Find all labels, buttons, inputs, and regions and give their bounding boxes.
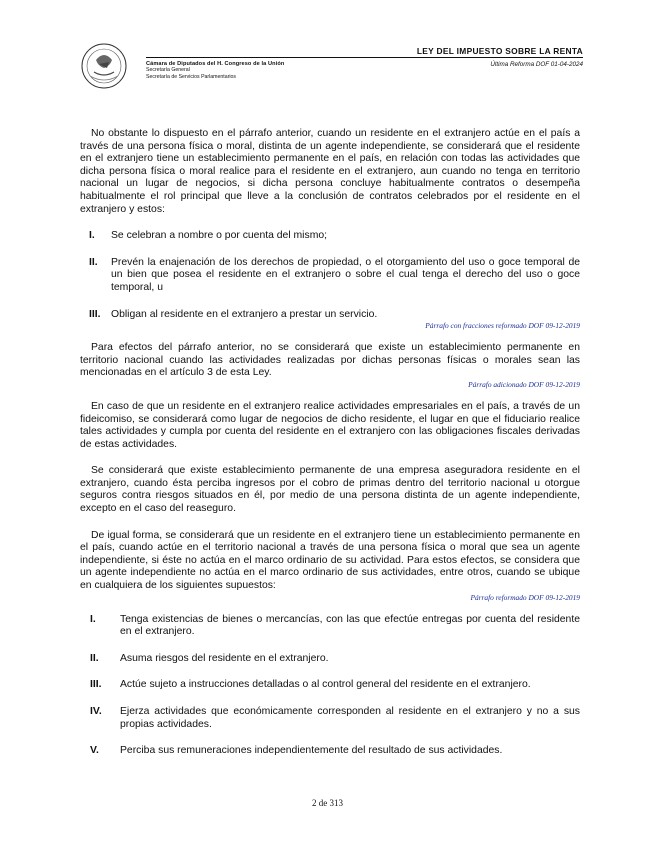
paragraph: En caso de que un residente en el extranjero realice actividades empresariales en el país, a través de un fideicomiso, se considerará como lugar de negocios de dicho residente, el lugar en que el fiduciario realice tales actividades y cumpla por cuenta del residente en el extranjero con las obligaciones fiscales derivadas de estas actividades. [80, 400, 580, 450]
list-text: Perciba sus remuneraciones independientemente del resultado de sus actividades. [120, 745, 503, 757]
paragraph: Se considerará que existe establecimiento permanente de una empresa aseguradora residente en el extranjero, cuando ésta perciba ingresos por el cobro de primas dentro del territorio nacional u otorgue seguros contra riesgos situados en él, por medio de una persona distinta de un agente independiente, excepto en el caso del reaseguro. [80, 465, 580, 515]
list-text: Asuma riesgos del residente en el extranjero. [120, 652, 329, 664]
list-item [80, 257, 580, 295]
institution-block [146, 61, 284, 81]
reform-note: Párrafo adicionado DOF 09-12-2019 [468, 379, 580, 389]
list-number: I. [89, 230, 95, 242]
list-item [80, 745, 580, 758]
chamber-name: Cámara de Diputados del H. Congreso de la Unión [146, 61, 285, 67]
list-item [80, 706, 580, 731]
list-text: Tenga existencias de bienes o mercancías, con las que efectúe entregas por cuenta del residente en el extranjero. [120, 613, 580, 638]
list-item [80, 679, 580, 692]
list-number: III. [90, 679, 102, 691]
document-body [80, 128, 580, 758]
law-header [417, 46, 583, 56]
list-number: II. [90, 652, 99, 664]
list-number: V. [90, 745, 99, 757]
list-number: III. [89, 308, 101, 320]
last-reform-date: Última Reforma DOF 01-04-2024 [490, 61, 583, 68]
list-text: Actúe sujeto a instrucciones detalladas o al control general del residente en el extranjero. [120, 679, 531, 691]
list-text: Ejerza actividades que económicamente corresponden al residente en el extranjero y no a sus propias actividades. [120, 706, 580, 730]
reform-note: Párrafo reformado DOF 09-12-2019 [470, 592, 580, 602]
paragraph: Para efectos del párrafo anterior, no se considerará que existe un establecimiento permanente en territorio nacional cuando las actividades realizadas por dichas personas físicas o morales sean las mencionadas en el artículo 3 de esta Ley. [80, 342, 580, 379]
paragraph: No obstante lo dispuesto en el párrafo anterior, cuando un residente en el extranjero actúe en el país a través de una persona física o moral, distinta de un agente independiente, se considerará que el residente en el extranjero tiene un establecimiento permanente en el país, en relación con todas las actividades que dicha persona física o moral realice para el residente en el extranjero, aun cuando no tenga en territorio nacional un lugar de negocios, si dicha persona concluye habitualmente contratos o desempeña habitualmente el rol principal que lleve a la conclusión de contratos celebrados por el residente en el extranjero y estos: [80, 128, 580, 215]
list-item [80, 309, 580, 322]
paragraph: De igual forma, se considerará que un residente en el extranjero tiene un establecimiento permanente en el país, cuando actúe en el territorio nacional a través de una persona física o moral que sea un agente independiente, si éste no actúa en el marco ordinario de su actividad. Para estos efectos, se considera que un agente independiente no actúa en el marco ordinario de sus actividades, entre otros, cuando se ubique en cualquiera de los siguientes supuestos: [80, 529, 580, 592]
coat-of-arms-seal-icon [70, 40, 138, 90]
list-text: Obligan al residente en el extranjero a prestar un servicio. [111, 308, 378, 320]
header-rule [146, 57, 583, 58]
list-text: Prevén la enajenación de los derechos de propiedad, o el otorgamiento del uso o goce temporal de un bien que posea el residente en el extranjero o sobre el cual tenga el derecho del uso o goce temporal, u [111, 256, 580, 293]
page-number: 2 de 313 [312, 798, 343, 808]
list-item [80, 614, 580, 639]
list-number: I. [90, 613, 96, 625]
secretariat-general: Secretaría General [146, 67, 190, 73]
reform-note: Párrafo con fracciones reformado DOF 09-12-2019 [425, 321, 580, 331]
law-title: LEY DEL IMPUESTO SOBRE LA RENTA [416, 46, 583, 56]
list-text: Se celebran a nombre o por cuenta del mismo; [111, 230, 328, 242]
list-item [80, 230, 580, 243]
secretariat-services: Secretaría de Servicios Parlamentarios [146, 74, 236, 81]
list-number: II. [89, 256, 98, 268]
list-item [80, 653, 580, 666]
list-number: IV. [90, 706, 102, 717]
